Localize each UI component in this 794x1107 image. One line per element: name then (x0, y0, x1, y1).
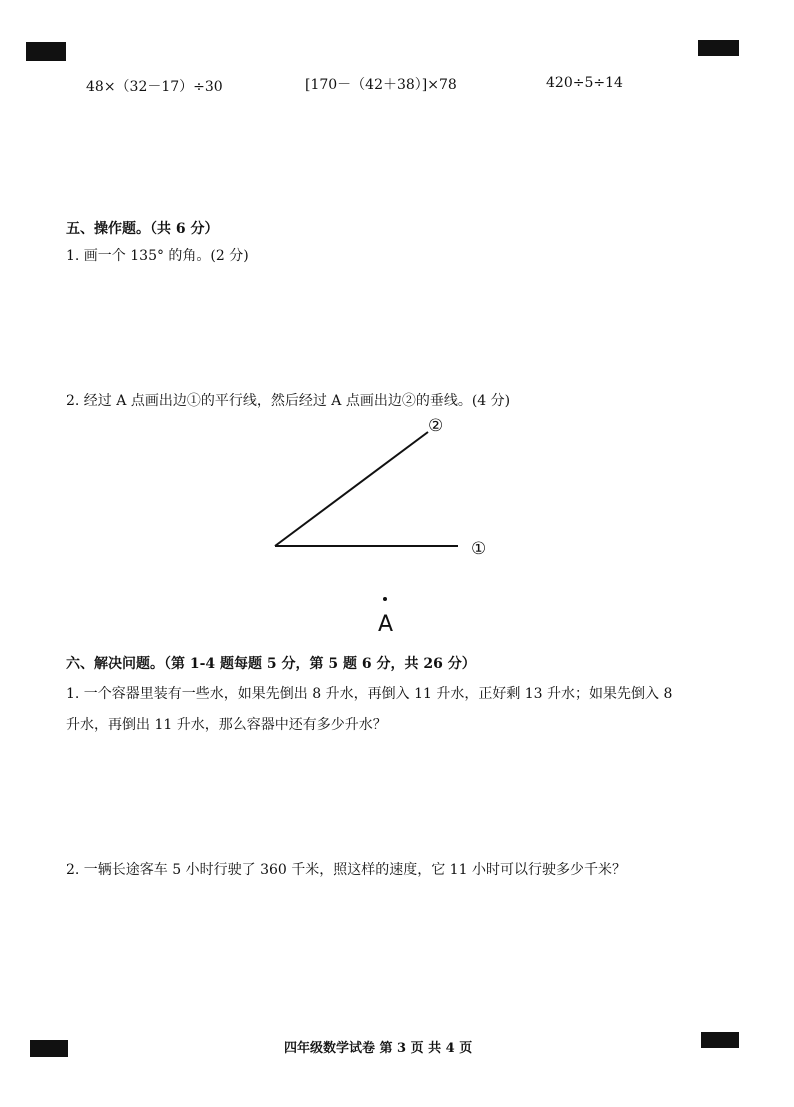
calculation-expression-3: 420÷5÷14 (546, 75, 623, 91)
section-6-question-1-line-2: 升水，再倒出 11 升水，那么容器中还有多少升水？ (66, 717, 387, 733)
edge-2-label: ② (428, 416, 444, 436)
section-6-question-1-line-1: 1. 一个容器里装有一些水，如果先倒出 8 升水，再倒入 11 升水，正好剩 13 升水；如果先倒入 8 (66, 686, 673, 702)
calculation-expression-1: 48×（32－17）÷30 (86, 79, 223, 95)
calculation-expression-2: [170－（42＋38）]×78 (305, 77, 457, 93)
point-a-label: A (378, 612, 394, 637)
edge-1-label: ① (471, 539, 487, 559)
section-5-question-1: 1. 画一个 135° 的角。(2 分) (66, 248, 249, 264)
point-a-dot (383, 597, 387, 601)
edge-2-line (275, 432, 428, 546)
section-5-title: 五、操作题。（共 6 分） (66, 221, 219, 237)
section-6-question-2: 2. 一辆长途客车 5 小时行驶了 360 千米，照这样的速度，它 11 小时可以行驶多少千米？ (66, 862, 626, 878)
page-footer: 四年级数学试卷 第 3 页 共 4 页 (284, 1041, 473, 1056)
section-6-title: 六、解决问题。（第 1-4 题每题 5 分，第 5 题 6 分，共 26 分） (66, 656, 476, 672)
section-5-question-2: 2. 经过 A 点画出边①的平行线，然后经过 A 点画出边②的垂线。(4 分) (66, 393, 511, 409)
